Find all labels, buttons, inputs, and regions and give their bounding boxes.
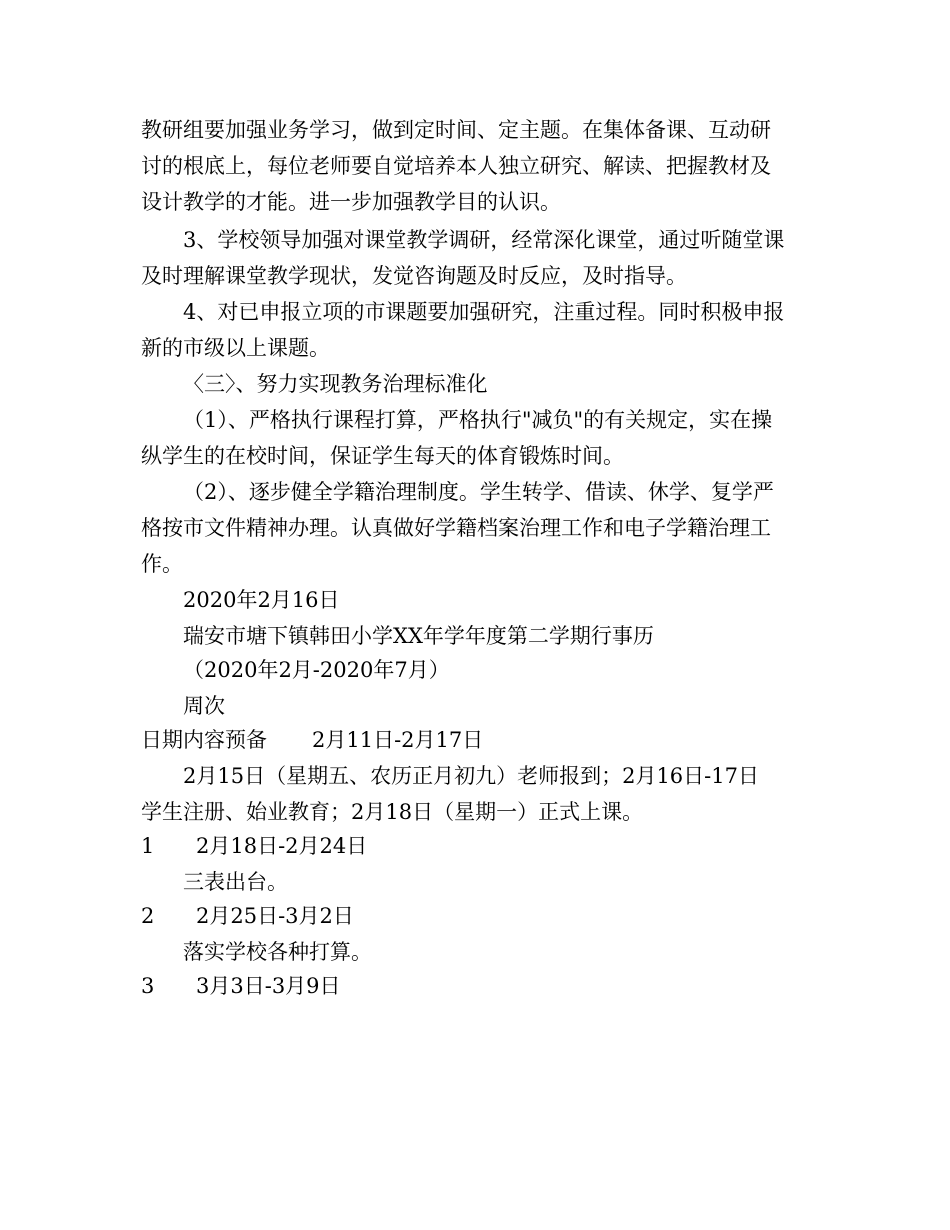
week-content: 2月15日（星期五、农历正月初九）老师报到；2月16日-17日 [183,764,759,788]
paragraph-line: 纵学生的在校时间，保证学生每天的体育锻炼时间。 [141,444,624,468]
calendar-row [141,971,341,1001]
week-date-range: 3月3日-3月9日 [196,974,341,998]
paragraph-line: （2）、逐步健全学籍治理制度。学生转学、借读、休学、复学严 [183,480,774,504]
date-line: 2020年2月16日 [183,588,340,612]
paragraph-line: 格按市文件精神办理。认真做好学籍档案治理工作和电子学籍治理工 [141,516,771,540]
paragraph-line: 设计教学的才能。进一步加强教学目的认识。 [141,190,561,214]
paragraph-line: 4、对已申报立项的市课题要加强研究，注重过程。同时积极申报 [183,300,785,324]
paragraph-line: 及时理解课堂教学现状，发觉咨询题及时反应，及时指导。 [141,264,687,288]
week-number: 3 [141,974,155,998]
week-number: 1 [141,834,155,858]
week-date-range: 2月11日-2月17日 [312,728,484,752]
paragraph-line: 作。 [141,552,183,576]
calendar-row [141,831,368,861]
paragraph-line: （1）、严格执行课程打算，严格执行"减负"的有关规定，实在操 [183,408,773,432]
paragraph-line: 讨的根底上，每位老师要自觉培养本人独立研究、解读、把握教材及 [141,154,771,178]
week-date-range: 2月18日-2月24日 [196,834,368,858]
week-content: 三表出台。 [183,870,288,894]
paragraph-line: 3、学校领导加强对课堂教学调研，经常深化课堂，通过听随堂课 [183,228,785,252]
paragraph-line: 新的市级以上课题。 [141,336,330,360]
column-header-date-content: 日期内容预备 [141,728,267,752]
section-heading: 〈三〉、努力实现教务治理标准化 [183,372,488,396]
calendar-title: 瑞安市塘下镇韩田小学XX年学年度第二学期行事历 [183,624,654,648]
week-content: 学生注册、始业教育；2月18日（星期一）正式上课。 [141,800,644,824]
week-content: 落实学校各种打算。 [183,940,372,964]
calendar-row [141,725,484,755]
week-date-range: 2月25日-3月2日 [196,904,354,928]
column-header-week: 周次 [183,694,225,718]
week-number: 2 [141,904,155,928]
paragraph-line: 教研组要加强业务学习，做到定时间、定主题。在集体备课、互动研 [141,118,771,142]
calendar-row [141,901,354,931]
calendar-period: （2020年2月-2020年7月） [183,658,450,682]
